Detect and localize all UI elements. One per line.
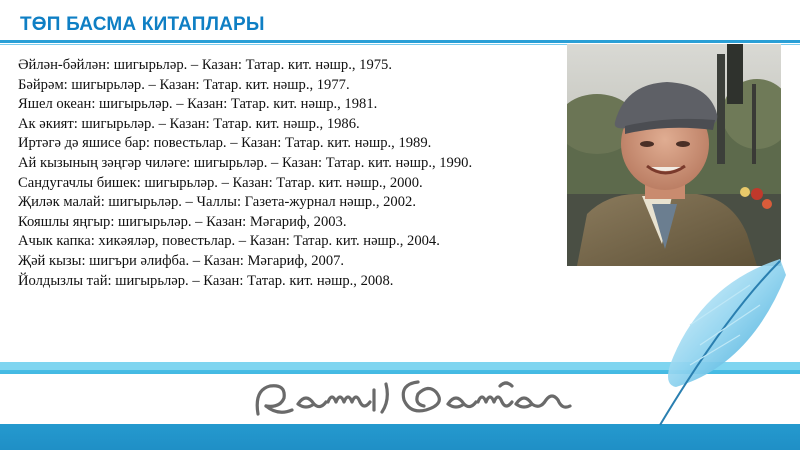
author-signature — [250, 370, 580, 428]
book-item: Әйлән-бәйлән: шигырьләр. – Казан: Татар. кит. нәшр., 1975. — [18, 57, 392, 73]
page-title: ТӨП БАСМА КИТАПЛАРЫ — [20, 14, 265, 35]
book-item: Җиләк малай: шигырьләр. – Чаллы: Газета-журнал нәшр., 2002. — [18, 194, 416, 211]
book-item: Сандугачлы бишек: шигырьләр. – Казан: Татар. кит. нәшр., 2000. — [18, 174, 423, 191]
book-item: Җәй кызы: шигъри әлифба. – Казан: Мәгариф, 2007. — [18, 252, 345, 269]
book-list — [18, 56, 472, 291]
title-underline — [0, 40, 800, 43]
portrait-photo — [567, 44, 781, 266]
book-item: Иртәгә дә яшисе бар: повестьлар. – Казан: Татар. кит. нәшр., 1989. — [18, 135, 432, 152]
book-item: Кояшлы яңгыр: шигырьләр. – Казан: Мәгариф, 2003. — [18, 213, 347, 230]
feather-quill-icon — [630, 255, 790, 430]
book-item: Ак әкият: шигырьләр. – Казан: Татар. кит. нәшр., 1986. — [18, 115, 360, 132]
book-item: Ай кызының зәңгәр чиләге: шигырьләр. – Казан: Татар. кит. нәшр., 1990. — [18, 154, 473, 171]
book-item: Бәйрәм: шигырьләр. – Казан: Татар. кит. нәшр., 1977. — [18, 76, 350, 93]
book-item: Йолдызлы тай: шигырьләр. – Казан: Татар. кит. нәшр., 2008. — [18, 272, 394, 289]
book-item: Яшел океан: шигырьләр. – Казан: Татар. кит. нәшр., 1981. — [18, 96, 378, 113]
book-item: Ачык капка: хикәяләр, повестьлар. – Казан: Татар. кит. нәшр., 2004. — [18, 233, 440, 250]
